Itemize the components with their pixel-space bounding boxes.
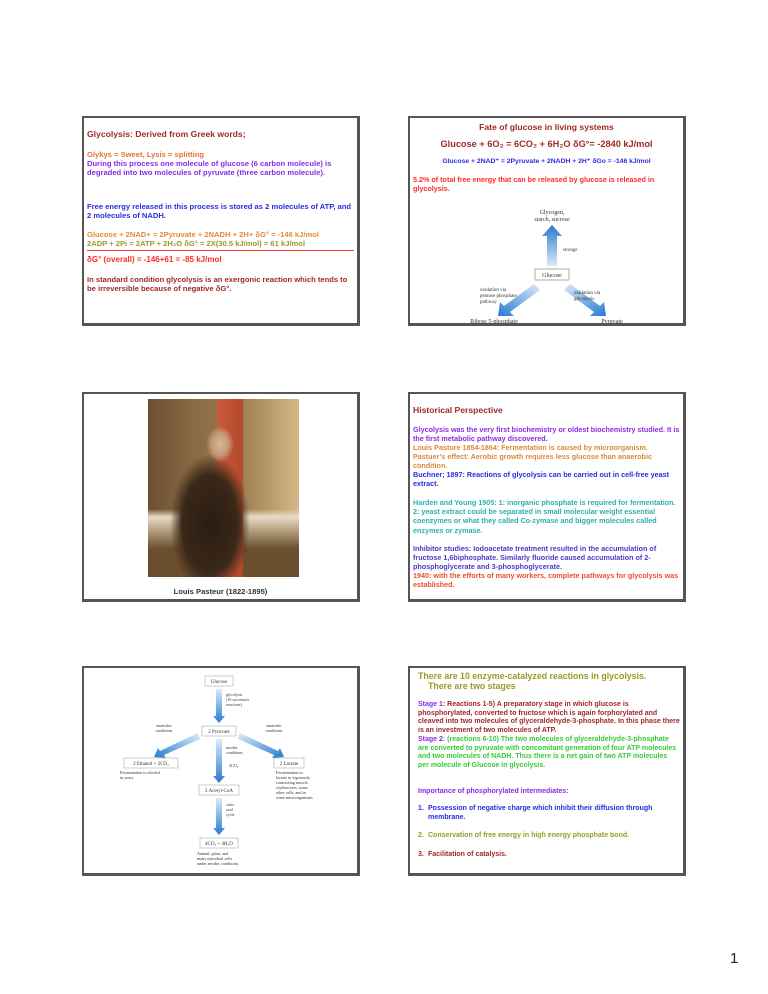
slide-title-line-2: There are two stages [428,681,516,691]
pyruvate-fate-diagram [114,673,324,873]
slide-fate-of-glucose [408,116,686,326]
lactate-arrow [238,733,284,758]
svg-text:anaerobic: anaerobic [156,723,172,728]
svg-text:oxidation via: oxidation via [480,288,507,293]
svg-text:Pyruvate: Pyruvate [601,319,623,324]
slide-pyruvate-fates [82,666,360,876]
history-paragraph-5: Inhibitor studies: Iodoacetate treatment resulted in the accumulation of fructose 1,6biphosphate. Similarly fluoride caused accumulation of 2-phosphoglycerate and 3-phosphoglycerate. [413,544,657,572]
svg-text:other cells, and in: other cells, and in [276,790,306,795]
svg-text:conditions: conditions [226,750,243,755]
svg-text:4CO₂ + 4H₂O: 4CO₂ + 4H₂O [205,842,233,847]
ethanol-arrow [154,733,200,758]
svg-text:lactate in vigorously: lactate in vigorously [276,775,311,780]
etymology-text: Glykys = Sweet, Lysis = splitting [87,150,205,159]
svg-text:Glucose: Glucose [210,680,228,685]
energy-note: 5.2% of total free energy that can be released by glucose is released in glycolysis. [413,175,655,194]
slide-louis-pasteur [82,392,360,602]
portrait-caption: Louis Pasteur (1822-1895) [173,587,268,596]
equation-glycolysis: Glucose + 2NAD⁺ = 2Pyruvate + 2NADH + 2H⁺ δGo = -146 kJ/mol [442,158,651,165]
slide-historical-perspective [408,392,686,602]
history-paragraph-2: Louis Pasture 1854-1864: Fermentation is caused by microorganism. Pastuer’s effect: Aerobic growth requires less glucose than anaerobic condition. [413,443,652,471]
slide-title: Historical Perspective [413,405,503,415]
importance-heading: Importance of phosphorylated intermediates: [418,788,569,795]
svg-text:glycolysis: glycolysis [226,692,243,697]
svg-text:storage: storage [563,248,578,253]
storage-arrow [542,225,562,266]
stage-2-text: Stage 2: (reactions 6-10) The two molecules of glyceraldehyde-3-phosphate are converted to pyruvate with concomitant generation of four ATP molecules and two molecules of NADH. Thus there is a net gain of two ATP molecules per molecule of Glucose in glycolysis. [418,736,677,769]
svg-text:contracting muscle,: contracting muscle, [276,780,309,785]
aerobic-arrow [213,739,225,783]
svg-text:some microorganisms: some microorganisms [276,795,313,800]
svg-text:conditions: conditions [265,728,283,733]
svg-text:cycle: cycle [226,812,235,817]
svg-text:anaerobic: anaerobic [266,723,282,728]
svg-text:Glucose: Glucose [542,273,562,279]
svg-text:erythrocytes, some: erythrocytes, some [276,785,308,790]
history-paragraph-3: Buchner; 1897: Reactions of glycolysis can be carried out in cell-free yeast extract. [413,470,670,489]
importance-item-3: 3. Facilitation of catalysis. [418,851,507,858]
svg-text:2CO₂: 2CO₂ [229,763,239,768]
slide-title-line-1: There are 10 enzyme-catalyzed reactions in glycolysis. [418,671,647,681]
importance-item-2: 2. Conservation of free energy in high energy phosphate bond. [418,832,630,839]
svg-text:Animal, plant, and: Animal, plant, and [197,851,229,856]
svg-text:conditions: conditions [155,728,173,733]
stage-1-label: Stage 1 [418,701,443,708]
svg-text:2 Pyruvate: 2 Pyruvate [208,730,230,735]
energy-text: Free energy released in this process is stored as 2 molecules of ATP, and 2 molecules of NADH. [87,202,352,221]
importance-item-1: 1. Possession of negative charge which inhibit their diffusion through membrane. [418,805,653,821]
svg-text:Fermentation to: Fermentation to [276,770,303,775]
svg-text:glycolysis: glycolysis [574,297,595,302]
glycolysis-arrow [213,689,225,723]
equation-glucose: Glucose + 2NAD+ = 2Pyruvate + 2NADH + 2H+ δG° = -146 kJ/mol [87,230,319,239]
equation-full-oxidation: Glucose + 6O₂ = 6CO₂ + 6H₂O δG°= -2840 kJ/mol [440,139,653,149]
svg-text:2 Lactate: 2 Lactate [279,762,299,767]
glucose-fate-diagram [452,206,652,324]
slide-title: Glycolysis: Derived from Greek words; [87,129,246,139]
slide-title: Fate of glucose in living systems [479,122,614,132]
stage-1-text: Stage 1: Reactions 1-5) A preparatory stage in which glucose is phosphorylated, converted to fructose which is again forphorylated and cleaved into two molecules of glyceraldehyde-3-phosphate. In this phase there is an investment of two molecules of ATP. [418,701,680,734]
svg-text:reactions): reactions) [226,702,242,707]
process-text: During this process one molecule of glucose (6 carbon molecule) is degraded into two molecules of pyruvate (three carbon molecule). [87,159,332,178]
svg-text:Ribose 5-phosphate: Ribose 5-phosphate [470,319,518,324]
citric-cycle-arrow [213,798,225,835]
svg-text:under aerobic conditions: under aerobic conditions [197,861,239,866]
svg-text:(10 successive: (10 successive [226,697,250,702]
overall-energy: δG° (overall) = -146+61 = -85 kJ/mol [87,255,222,264]
svg-text:in yeast: in yeast [120,775,133,780]
slide-glycolysis-definition [82,116,360,326]
svg-text:Fermentation to alcohol: Fermentation to alcohol [120,770,161,775]
pasteur-portrait-image [148,399,299,577]
equation-atp: 2ADP + 2Pi = 2ATP + 2H₂O δG° = 2X(30.5 kJ/mol) = 61 kJ/mol [87,239,306,248]
svg-text:pathway: pathway [480,300,497,305]
history-paragraph-6: 1940: with the efforts of many workers, complete pathways for glycolysis was established. [413,571,679,590]
history-paragraph-4: Harden and Young 1905: 1: inorganic phosphate is required for fermentation. 2: yeast extract could be separated in small molecular weight essential coenzymes or what they called Co-zymase and bigger molecules called enzymes or zymase. [413,498,676,535]
svg-text:2 Ethanol + 2CO₂: 2 Ethanol + 2CO₂ [133,762,169,767]
svg-text:acid: acid [226,807,233,812]
conclusion-text: In standard condition glycolysis is an exergonic reaction which tends to be irreversible because of negative δG°. [87,275,348,294]
svg-text:many microbial cells: many microbial cells [197,856,233,861]
slide-glycolysis-stages [408,666,686,876]
svg-text:starch, sucrose: starch, sucrose [534,217,570,223]
svg-text:2 Acetyl-CoA: 2 Acetyl-CoA [205,789,233,794]
svg-text:oxidation via: oxidation via [574,291,601,296]
svg-text:pentose phosphate: pentose phosphate [480,294,517,299]
svg-text:aerobic: aerobic [226,745,238,750]
history-paragraph-1: Glycolysis was the very first biochemistry or oldest biochemistry studied. It is the first metabolic pathway discovered. [413,425,680,444]
stage-2-label: Stage 2 [418,736,443,743]
divider-line [87,250,354,251]
page-number: 1 [730,950,739,967]
svg-text:citric: citric [226,802,235,807]
svg-text:Glycogen,: Glycogen, [539,210,565,216]
